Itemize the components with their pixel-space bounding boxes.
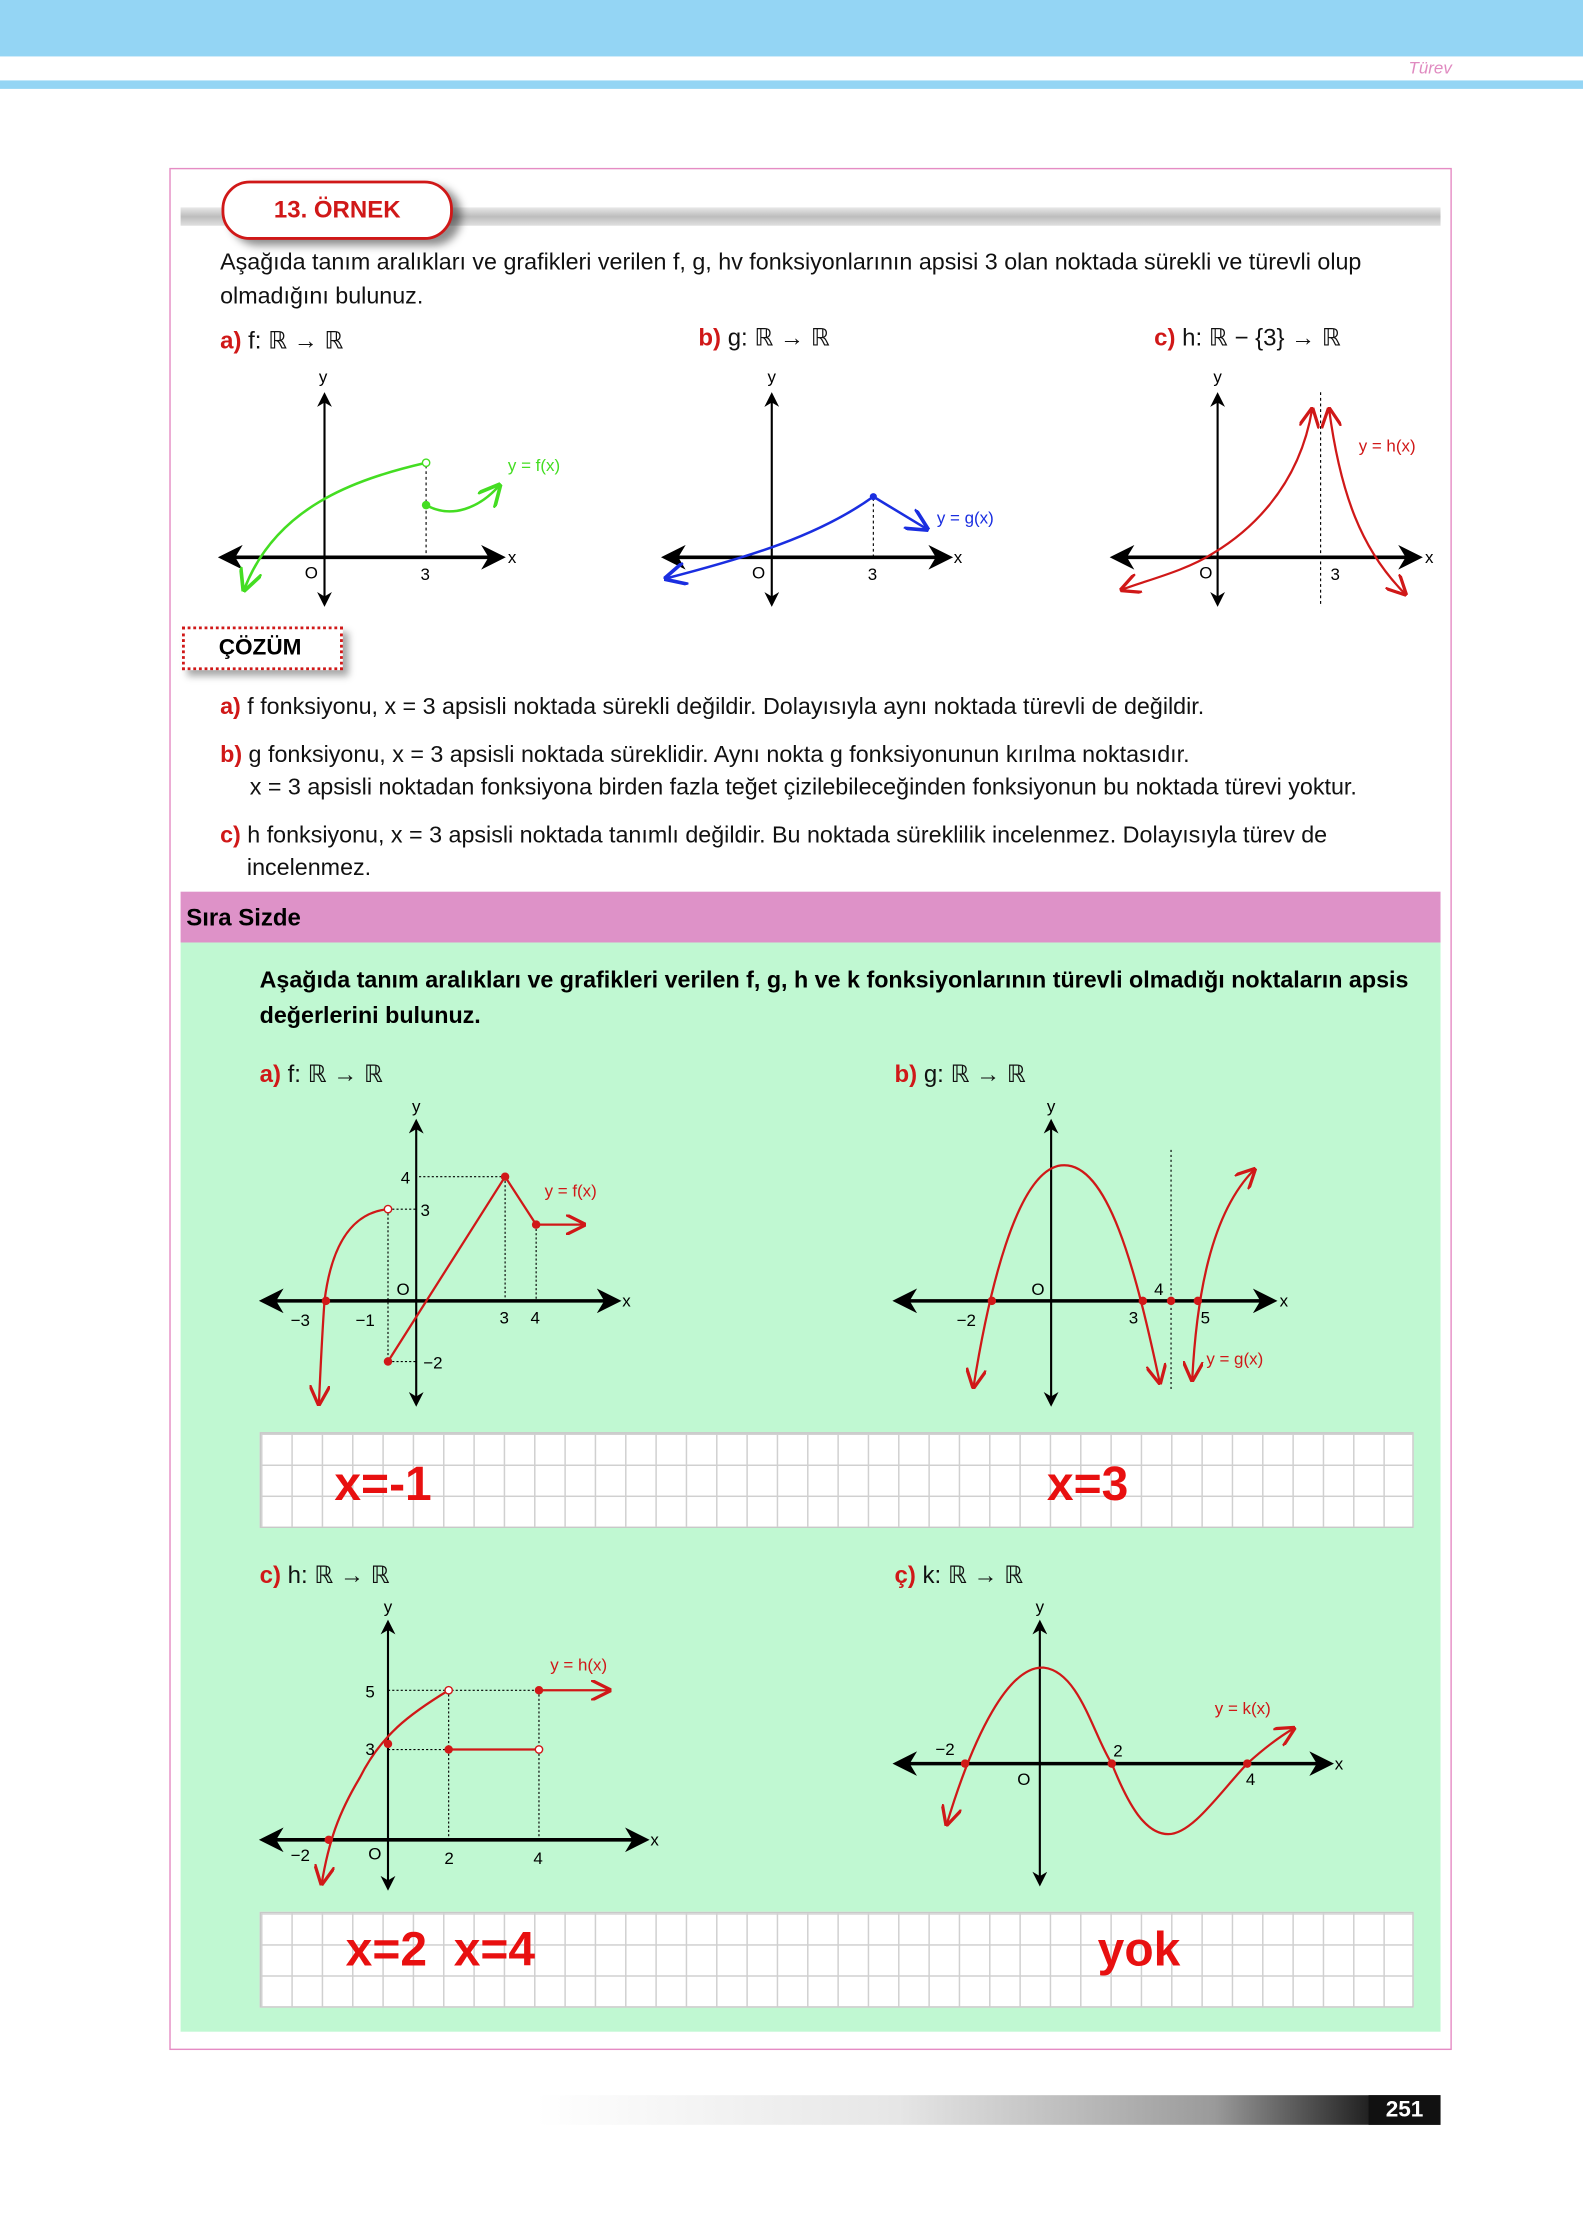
curve-g-left xyxy=(974,1165,1160,1387)
tick: 2 xyxy=(444,1848,454,1868)
open-point xyxy=(422,459,429,466)
practice-a-label: a) f: ℝ → ℝ xyxy=(259,1060,383,1088)
curve-f-left xyxy=(319,1209,388,1404)
practice-graph-c xyxy=(264,1598,660,1888)
curve-g-right xyxy=(873,497,927,529)
tick: −2 xyxy=(290,1845,310,1865)
x-label: x xyxy=(1425,547,1434,567)
y-label: y xyxy=(411,1096,421,1116)
tick-origin: O xyxy=(752,563,766,583)
tick: 5 xyxy=(365,1682,375,1702)
tick: 4 xyxy=(530,1308,540,1328)
solution-c: c) h fonksiyonu, x = 3 apsisli noktada tanımlı değildir. Bu noktada süreklilik incelenmez. Dolayısıyla türev de xyxy=(220,822,1328,848)
tick-origin: O xyxy=(1199,563,1213,583)
tick: 5 xyxy=(1200,1308,1211,1328)
practice-c-label: c) h: ℝ → ℝ xyxy=(259,1561,390,1589)
example-b-label: b) g: ℝ → ℝ xyxy=(698,324,830,352)
curve-f-left xyxy=(244,463,426,590)
curve-label: y = f(x) xyxy=(507,456,561,476)
tick: 4 xyxy=(400,1168,411,1188)
solution-c-cont: incelenmez. xyxy=(246,855,372,881)
answer-c: x=2 x=4 xyxy=(345,1923,536,1977)
guide-lines xyxy=(388,1177,536,1362)
tick: −2 xyxy=(423,1353,443,1373)
curve-g-left xyxy=(666,497,873,579)
tick: O xyxy=(1017,1769,1031,1789)
closed-point xyxy=(422,501,430,509)
x-label: x xyxy=(953,547,963,567)
practice-cc-label: ç) k: ℝ → ℝ xyxy=(894,1561,1024,1589)
solution-title: ÇÖZÜM xyxy=(182,626,343,670)
curve-label: y = k(x) xyxy=(1214,1699,1271,1719)
tick: O xyxy=(368,1844,382,1864)
guide-lines xyxy=(388,1690,539,1840)
y-label: y xyxy=(1046,1096,1056,1116)
curve-f-right xyxy=(426,485,499,511)
x-label: x xyxy=(1279,1291,1289,1311)
example-c-label: c) h: ℝ − {3} → ℝ xyxy=(1154,324,1341,352)
y-label: y xyxy=(383,1597,393,1617)
curve-label: y = g(x) xyxy=(1206,1349,1264,1369)
tick: 4 xyxy=(1245,1769,1256,1789)
curve-h-left xyxy=(322,1690,449,1883)
practice-graph-b xyxy=(897,1097,1288,1404)
tick: 3 xyxy=(499,1308,509,1328)
x-label: x xyxy=(1334,1754,1344,1774)
solution-a: a) f fonksiyonu, x = 3 apsisli noktada sürekli değildir. Dolayısıyla aynı noktada türevli de değildir. xyxy=(220,694,1205,720)
curve-label: y = h(x) xyxy=(550,1655,608,1675)
practice-title: Sıra Sizde xyxy=(181,892,1441,943)
tick-3: 3 xyxy=(420,564,430,584)
answer-cc: yok xyxy=(1097,1923,1181,1977)
curve-f-right xyxy=(388,1177,584,1362)
y-label: y xyxy=(1213,367,1222,387)
tick: O xyxy=(1031,1280,1045,1300)
x-label: x xyxy=(650,1830,659,1850)
tick: 3 xyxy=(420,1201,430,1221)
tick: −2 xyxy=(956,1311,976,1331)
tick: −2 xyxy=(935,1740,955,1760)
footer-bar xyxy=(536,2095,1440,2125)
tick-3: 3 xyxy=(867,564,878,584)
tick: −1 xyxy=(355,1311,375,1331)
example-intro: Aşağıda tanım aralıkları ve grafikleri verilen f, g, hv fonksiyonlarının apsisi 3 olan noktada sürekli ve türevli olup olmadığını bulunuz. xyxy=(220,249,1362,309)
answer-b: x=3 xyxy=(1046,1457,1129,1512)
chapter-title: Türev xyxy=(1408,57,1452,78)
answer-a: x=-1 xyxy=(334,1457,432,1512)
tick: 4 xyxy=(1154,1280,1164,1300)
curve-label: y = h(x) xyxy=(1358,436,1416,456)
solution-b-cont: x = 3 apsisli noktadan fonksiyona birden fazla teğet çizilebileceğinden fonksiyonun bu noktada türevi yoktur. xyxy=(249,774,1357,800)
tick: 3 xyxy=(365,1740,375,1760)
tick: 4 xyxy=(533,1848,543,1868)
curve-label: y = f(x) xyxy=(544,1181,597,1201)
practice-b-label: b) g: ℝ → ℝ xyxy=(894,1060,1026,1088)
x-label: x xyxy=(622,1291,631,1311)
tick: −3 xyxy=(290,1311,310,1331)
solution-b: b) g fonksiyonu, x = 3 apsisli noktada süreklidir. Aynı nokta g fonksiyonunun kırılma noktasıdır. xyxy=(220,742,1190,768)
y-label: y xyxy=(1035,1597,1045,1617)
curve-g-right xyxy=(1192,1170,1254,1380)
practice-graph-c-cedilla xyxy=(897,1598,1343,1884)
example-graph-c xyxy=(1115,367,1434,606)
y-label: y xyxy=(318,367,328,387)
tick-3: 3 xyxy=(1330,564,1340,584)
tick: O xyxy=(396,1280,410,1300)
example-badge: 13. ÖRNEK xyxy=(222,181,453,240)
example-graph-b xyxy=(666,367,994,604)
tick: 3 xyxy=(1128,1308,1139,1328)
page-number: 251 xyxy=(1369,2095,1441,2125)
answer-grid-1[interactable] xyxy=(260,1432,1414,1528)
x-label: x xyxy=(507,547,517,567)
tick-origin: O xyxy=(304,563,318,583)
curve-label: y = g(x) xyxy=(936,508,994,528)
practice-question: Aşağıda tanım aralıkları ve grafikleri verilen f, g, h ve k fonksiyonlarının türevli olmadığı noktaların apsis değerlerini bulunuz. xyxy=(259,967,1409,1029)
example-a-label: a) f: ℝ → ℝ xyxy=(220,327,344,355)
tick: 2 xyxy=(1113,1741,1123,1761)
example-graph-a xyxy=(223,367,560,604)
corner-point xyxy=(870,493,877,500)
y-label: y xyxy=(767,367,776,387)
practice-graph-a xyxy=(264,1097,631,1404)
